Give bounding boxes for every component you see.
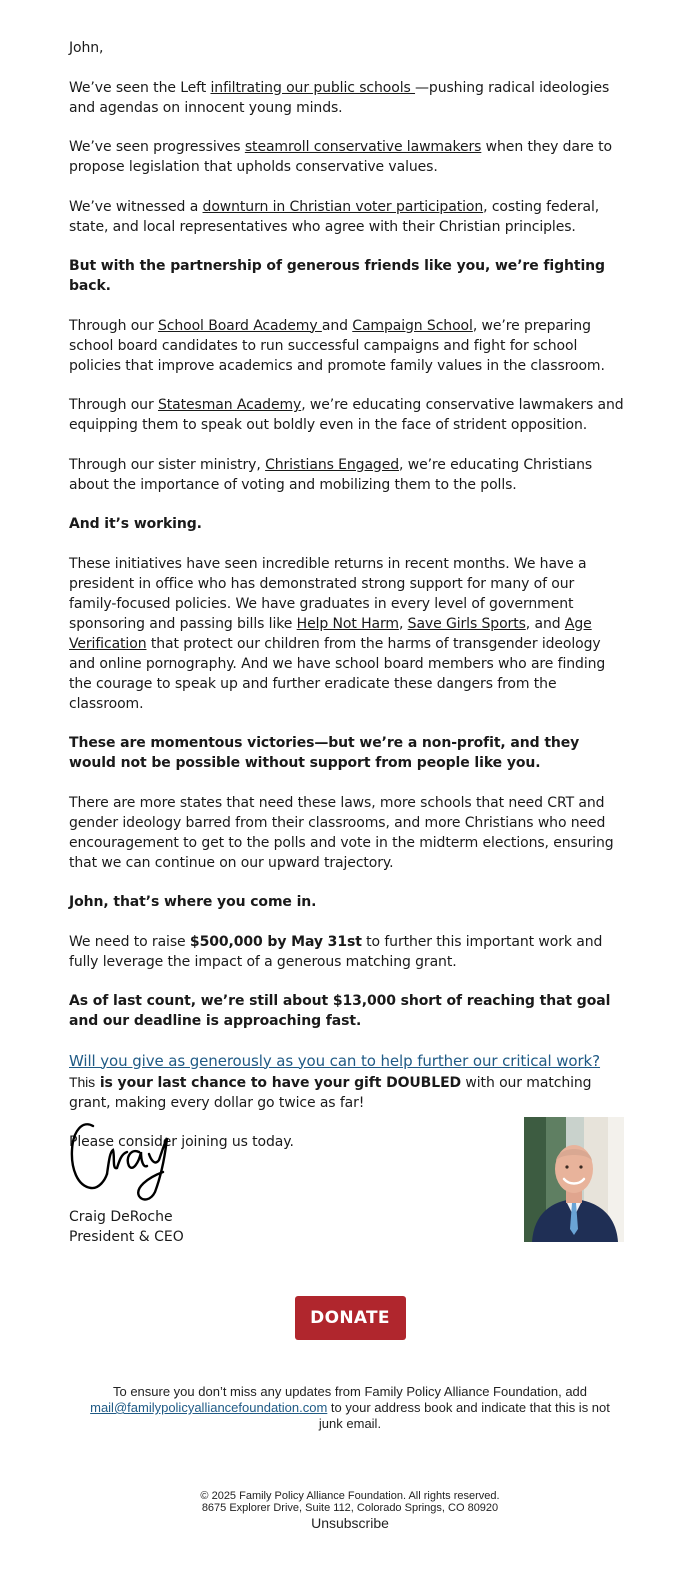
paragraph-you-come-in: John, that’s where you come in. — [69, 894, 317, 910]
legal-footer — [0, 1490, 700, 1531]
link-statesman-academy[interactable]: Statesman Academy — [157, 397, 302, 413]
paragraph-statesman: Through our Statesman Academy, we’re educating conservative lawmakers and equipping them to speak out boldly even in the face of strident opposition. — [69, 397, 624, 433]
link-school-board-academy[interactable]: School Board Academy — [157, 317, 322, 334]
link-infiltrating-schools[interactable]: infiltrating our public schools — [210, 79, 416, 96]
mailing-address: 8675 Explorer Drive, Suite 112, Colorado Springs, CO 80920 — [201, 1502, 499, 1514]
paragraph-its-working: And it’s working. — [69, 516, 202, 532]
email-address-link[interactable]: mail@familypolicyalliancefoundation.com — [90, 1400, 328, 1415]
link-age-verification[interactable]: Age Verification — [69, 615, 592, 652]
paragraph-school-board: Through our School Board Academy and Campaign School, we’re preparing school board candidates to run successful campaigns and fight for school policies that improve academics and promote family values in the classroom. — [69, 317, 605, 374]
email-body — [69, 38, 624, 1172]
signature-block — [69, 1116, 629, 1246]
paragraph-left-infiltrating: We’ve seen the Left infiltrating our public schools —pushing radical ideologies and agendas on innocent young minds. — [69, 79, 610, 116]
paragraph-give-cta: Will you give as generously as you can to help further our critical work? This is your last chance to have your gift DOUBLED with our matching grant, making every dollar go twice as far! — [69, 1051, 601, 1111]
donate-container — [0, 1296, 700, 1340]
link-campaign-school[interactable]: Campaign School — [352, 317, 473, 334]
paragraph-raise-goal: We need to raise $500,000 by May 31st to further this important work and fully leverage the impact of a generous matching grant. — [69, 933, 603, 970]
link-voter-participation[interactable]: downturn in Christian voter participation — [202, 198, 484, 215]
greeting: John, — [69, 40, 104, 56]
paragraph-short-of-goal: As of last count, we’re still about $13,000 short of reaching that goal and our deadline is approaching fast. — [69, 993, 611, 1029]
link-give-generously[interactable]: Will you give as generously as you can to help further our critical work? — [69, 1051, 601, 1070]
paragraph-steamroll: We’ve seen progressives steamroll conservative lawmakers when they dare to propose legislation that upholds conservative values. — [69, 139, 612, 175]
paragraph-initiatives: These initiatives have seen incredible returns in recent months. We have a president in office who has demonstrated strong support for many of our family-focused policies. We have graduates in every level of government sponsoring and passing bills like Help Not Harm, Save Girls Sports, and Age Verification that protect our children from the harms of transgender ideology and online pornography. And we have school board members who are finding the courage to speak up and further eradicate these dangers from the classroom. — [69, 555, 606, 712]
paragraph-voter-downturn: We’ve witnessed a downturn in Christian voter participation, costing federal, state, and local representatives who agree with their Christian principles. — [69, 198, 600, 235]
paragraph-more-states: There are more states that need these laws, more schools that need CRT and gender ideology barred from their classrooms, and more Christians who need encouragement to get to the polls and vote in the midterm elections, ensuring that we can continue on our upward trajectory. — [69, 794, 614, 871]
link-christians-engaged[interactable]: Christians Engaged — [265, 456, 400, 473]
paragraph-consider: Please consider joining us today. — [69, 1134, 294, 1150]
paragraph-momentous: These are momentous victories—but we’re a non-profit, and they would not be possible without support from people like you. — [69, 735, 580, 771]
copyright: © 2025 Family Policy Alliance Foundation. All rights reserved. — [200, 1490, 500, 1502]
paragraph-christians-engaged: Through our sister ministry, Christians Engaged, we’re educating Christians about the importance of voting and mobilizing them to the polls. — [69, 456, 593, 493]
donate-button[interactable]: DONATE — [295, 1296, 406, 1340]
signer-title: President & CEO — [69, 1229, 184, 1245]
address-book-note: To ensure you don’t miss any updates from Family Policy Alliance Foundation, add mail@familypolicyalliancefoundation.com to your address book and indicate that this is not junk email. — [90, 1384, 610, 1431]
unsubscribe-link[interactable]: Unsubscribe — [311, 1515, 389, 1531]
headshot-photo — [524, 1117, 624, 1242]
paragraph-fighting-back: But with the partnership of generous friends like you, we’re fighting back. — [69, 258, 605, 294]
link-help-not-harm[interactable]: Help Not Harm — [296, 615, 399, 632]
link-save-girls-sports[interactable]: Save Girls Sports — [407, 615, 526, 632]
link-steamroll-lawmakers[interactable]: steamroll conservative lawmakers — [244, 139, 482, 155]
signer-name: Craig DeRoche — [69, 1209, 173, 1225]
signature-icon — [69, 1116, 169, 1204]
